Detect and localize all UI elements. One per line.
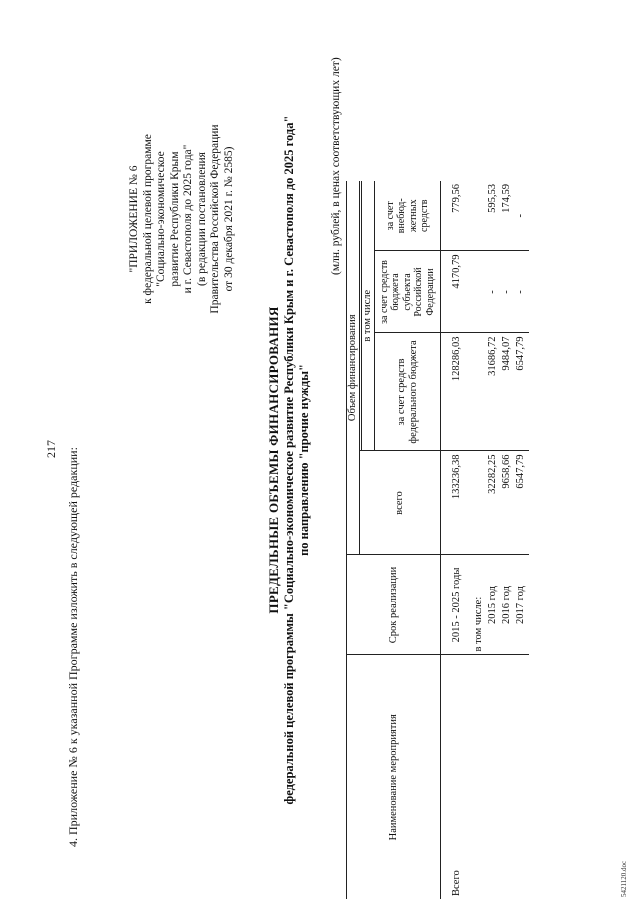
cell-extrabudget: 779,56 xyxy=(450,184,462,213)
document-title xyxy=(266,75,312,845)
cell-period: 2015 год xyxy=(487,555,501,655)
cell-subject: - xyxy=(487,251,501,333)
cell-extrabudget: 595,53 xyxy=(487,184,499,213)
cell-name xyxy=(515,655,529,899)
header-extrabudget: за счет внебюд-жетных средств xyxy=(375,181,441,251)
cell-extrabudget: - xyxy=(515,214,527,218)
header-subject: за счет средств бюджета субъекта Российской Федерации xyxy=(375,251,441,333)
header-including: в том числе xyxy=(362,181,375,451)
annex-line: развитие Республики Крым xyxy=(168,151,181,287)
header-total: всего xyxy=(360,451,441,555)
cell-name: Всего xyxy=(441,655,473,899)
table-row xyxy=(473,181,487,899)
cell-subject: 4170,79 xyxy=(441,251,473,333)
cell-period: 2015 - 2025 годы xyxy=(441,555,473,655)
title-line-program: федеральной целевой программы "Социально-экономическое развитие Республики Крым и г. Севастополя до 2025 года" xyxy=(281,115,296,805)
annex-line: "Социально-экономическое xyxy=(155,151,168,287)
cell-total: 9658,66 xyxy=(501,451,515,555)
cell-period: 2016 год xyxy=(501,555,515,655)
cell-federal xyxy=(473,333,487,451)
annex-line: "ПРИЛОЖЕНИЕ № 6 xyxy=(128,165,140,273)
annex-line: от 30 декабря 2021 г. № 2585) xyxy=(222,146,235,292)
header-federal: за счет средств федерального бюджета xyxy=(375,333,441,451)
cell-period: 2017 год xyxy=(515,555,529,655)
cell-federal: 9484,07 xyxy=(501,333,515,451)
title-line-main: ПРЕДЕЛЬНЫЕ ОБЪЕМЫ ФИНАНСИРОВАНИЯ xyxy=(266,306,281,614)
header-period: Срок реализации xyxy=(347,555,441,655)
cell-subject: - xyxy=(501,251,515,333)
annex-line: Правительства Российской Федерации xyxy=(209,124,222,314)
cell-name xyxy=(501,655,515,899)
cell-extrabudget xyxy=(473,181,487,251)
table-row xyxy=(515,181,529,899)
page-number: 217 xyxy=(44,440,58,458)
document-code: 5421120.doc xyxy=(620,860,628,897)
cell-subject xyxy=(473,251,487,333)
cell-period: в том числе: xyxy=(473,555,487,655)
title-line-direction: по направлению "прочие нужды" xyxy=(296,364,311,556)
table-row xyxy=(501,181,515,899)
cell-name xyxy=(473,655,487,899)
cell-total: 6547,79 xyxy=(515,451,529,555)
header-financing: Объем финансирования xyxy=(347,181,360,555)
cell-total: 133236,38 xyxy=(441,451,473,555)
units-note: (млн. рублей, в ценах соответствующих лет) xyxy=(330,57,342,275)
table-row xyxy=(441,181,473,899)
cell-total xyxy=(473,451,487,555)
cell-total: 32282,25 xyxy=(487,451,501,555)
table-row xyxy=(487,181,501,899)
cell-subject: - xyxy=(515,251,529,333)
annex-line: к федеральной целевой программе xyxy=(141,134,154,304)
cell-federal: 128286,03 xyxy=(441,333,473,451)
cell-name xyxy=(487,655,501,899)
annex-line: и г. Севастополя до 2025 года" xyxy=(182,144,195,294)
header-name: Наименование мероприятия xyxy=(347,655,441,899)
intro-paragraph: 4. Приложение № 6 к указанной Программе изложить в следующей редакции: xyxy=(66,447,80,847)
cell-federal: 31686,72 xyxy=(487,333,501,451)
cell-extrabudget: 174,59 xyxy=(501,184,513,213)
annex-line: (в редакции постановления xyxy=(195,152,208,286)
financing-table xyxy=(346,181,529,899)
cell-federal: 6547,79 xyxy=(515,333,529,451)
annex-header xyxy=(128,99,237,339)
